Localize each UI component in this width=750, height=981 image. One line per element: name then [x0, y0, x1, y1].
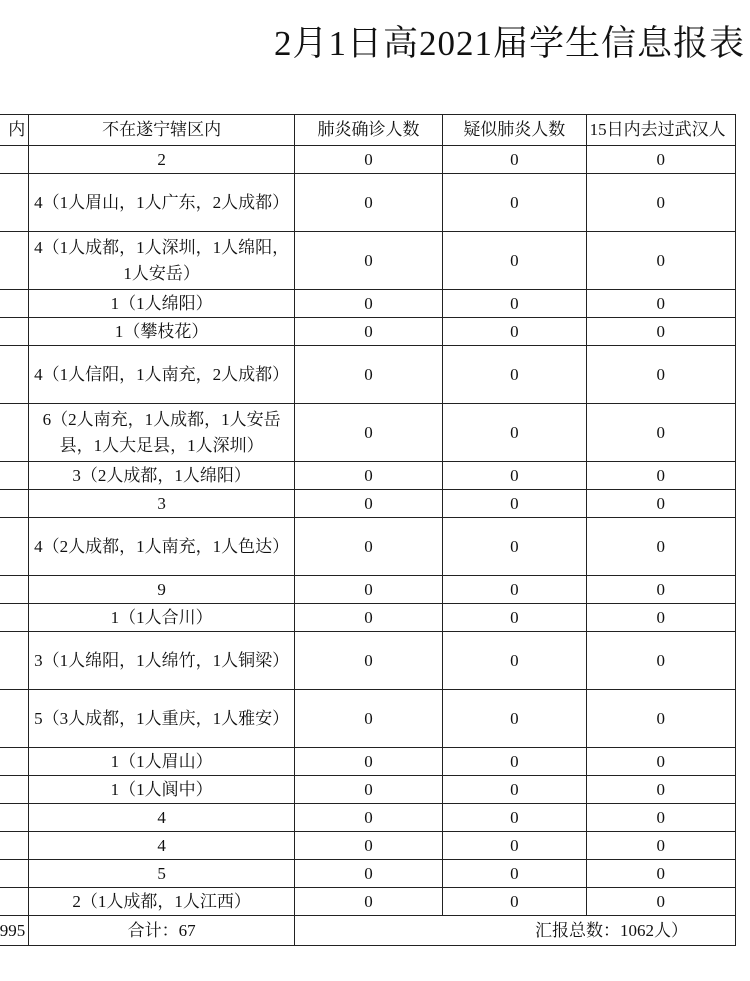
row-outside-suining: 2: [29, 146, 295, 174]
row-confirmed: 0: [294, 518, 442, 576]
row-confirmed: 0: [294, 860, 442, 888]
table-row: [0, 318, 736, 346]
row-confirmed: 0: [294, 490, 442, 518]
table-footer-row: [0, 916, 736, 946]
row-visited-wuhan: 0: [586, 888, 735, 916]
row-outside-suining: 3: [29, 490, 295, 518]
row-visited-wuhan: 0: [586, 290, 735, 318]
row-suspected: 0: [443, 174, 587, 232]
row-outside-suining: 1（攀枝花）: [29, 318, 295, 346]
row-local-count: [0, 804, 29, 832]
table-row: [0, 576, 736, 604]
table-row: [0, 346, 736, 404]
row-confirmed: 0: [294, 576, 442, 604]
table-row: [0, 604, 736, 632]
row-suspected: 0: [443, 804, 587, 832]
row-local-count: [0, 174, 29, 232]
row-confirmed: 0: [294, 690, 442, 748]
row-suspected: 0: [443, 604, 587, 632]
row-local-count: [0, 318, 29, 346]
row-outside-suining: 4: [29, 832, 295, 860]
row-confirmed: 0: [294, 404, 442, 462]
row-suspected: 0: [443, 632, 587, 690]
row-local-count: [0, 290, 29, 318]
table-body: [0, 146, 736, 916]
row-confirmed: 0: [294, 346, 442, 404]
row-outside-suining: 3（2人成都，1人绵阳）: [29, 462, 295, 490]
row-visited-wuhan: 0: [586, 346, 735, 404]
row-confirmed: 0: [294, 462, 442, 490]
header-local-count: 内: [0, 115, 29, 146]
table-row: [0, 146, 736, 174]
row-suspected: 0: [443, 290, 587, 318]
table-row: [0, 404, 736, 462]
row-visited-wuhan: 0: [586, 604, 735, 632]
row-outside-suining: 5: [29, 860, 295, 888]
row-visited-wuhan: 0: [586, 518, 735, 576]
student-info-table: [0, 114, 736, 946]
row-confirmed: 0: [294, 318, 442, 346]
row-local-count: [0, 632, 29, 690]
row-suspected: 0: [443, 576, 587, 604]
row-outside-suining: 4: [29, 804, 295, 832]
footer-outside-total: 合计：67: [29, 916, 295, 946]
row-outside-suining: 4（1人眉山，1人广东，2人成都）: [29, 174, 295, 232]
header-confirmed-pneumonia: 肺炎确诊人数: [294, 115, 442, 146]
row-outside-suining: 5（3人成都，1人重庆，1人雅安）: [29, 690, 295, 748]
table-row: [0, 490, 736, 518]
row-confirmed: 0: [294, 290, 442, 318]
row-confirmed: 0: [294, 146, 442, 174]
row-suspected: 0: [443, 404, 587, 462]
table-row: [0, 518, 736, 576]
row-local-count: [0, 232, 29, 290]
row-visited-wuhan: 0: [586, 860, 735, 888]
table-row: [0, 632, 736, 690]
row-local-count: [0, 604, 29, 632]
row-suspected: 0: [443, 518, 587, 576]
row-confirmed: 0: [294, 888, 442, 916]
row-outside-suining: 4（1人成都，1人深圳，1人绵阳，1人安岳）: [29, 232, 295, 290]
row-visited-wuhan: 0: [586, 490, 735, 518]
row-local-count: [0, 860, 29, 888]
row-outside-suining: 3（1人绵阳，1人绵竹，1人铜梁）: [29, 632, 295, 690]
row-visited-wuhan: 0: [586, 576, 735, 604]
row-visited-wuhan: 0: [586, 404, 735, 462]
row-local-count: [0, 146, 29, 174]
row-visited-wuhan: 0: [586, 146, 735, 174]
table-row: [0, 832, 736, 860]
row-suspected: 0: [443, 346, 587, 404]
table-row: [0, 888, 736, 916]
row-suspected: 0: [443, 232, 587, 290]
row-visited-wuhan: 0: [586, 462, 735, 490]
row-suspected: 0: [443, 690, 587, 748]
row-suspected: 0: [443, 146, 587, 174]
row-local-count: [0, 490, 29, 518]
table-row: [0, 690, 736, 748]
row-confirmed: 0: [294, 232, 442, 290]
row-local-count: [0, 576, 29, 604]
row-local-count: [0, 832, 29, 860]
row-local-count: [0, 462, 29, 490]
row-confirmed: 0: [294, 804, 442, 832]
row-outside-suining: 2（1人成都，1人江西）: [29, 888, 295, 916]
table-row: [0, 290, 736, 318]
row-outside-suining: 9: [29, 576, 295, 604]
table-row: [0, 174, 736, 232]
row-suspected: 0: [443, 318, 587, 346]
row-visited-wuhan: 0: [586, 832, 735, 860]
row-confirmed: 0: [294, 776, 442, 804]
table-row: [0, 748, 736, 776]
row-suspected: 0: [443, 748, 587, 776]
row-local-count: [0, 346, 29, 404]
row-visited-wuhan: 0: [586, 318, 735, 346]
table-row: [0, 776, 736, 804]
table-row: [0, 232, 736, 290]
row-local-count: [0, 748, 29, 776]
report-title: 2月1日高2021届学生信息报表: [273, 24, 745, 63]
row-suspected: 0: [443, 462, 587, 490]
row-outside-suining: 1（1人眉山）: [29, 748, 295, 776]
row-suspected: 0: [443, 860, 587, 888]
row-outside-suining: 4（2人成都，1人南充，1人色达）: [29, 518, 295, 576]
table-row: [0, 804, 736, 832]
row-local-count: [0, 518, 29, 576]
row-local-count: [0, 888, 29, 916]
row-confirmed: 0: [294, 174, 442, 232]
row-local-count: [0, 776, 29, 804]
row-suspected: 0: [443, 888, 587, 916]
row-suspected: 0: [443, 776, 587, 804]
table-header-row: [0, 115, 736, 146]
table-row: [0, 462, 736, 490]
footer-left-total: 995: [0, 916, 29, 946]
header-outside-suining: 不在遂宁辖区内: [29, 115, 295, 146]
row-suspected: 0: [443, 490, 587, 518]
row-confirmed: 0: [294, 748, 442, 776]
row-local-count: [0, 690, 29, 748]
row-visited-wuhan: 0: [586, 174, 735, 232]
row-visited-wuhan: 0: [586, 232, 735, 290]
row-confirmed: 0: [294, 632, 442, 690]
row-local-count: [0, 404, 29, 462]
row-outside-suining: 1（1人合川）: [29, 604, 295, 632]
header-suspected-pneumonia: 疑似肺炎人数: [443, 115, 587, 146]
row-visited-wuhan: 0: [586, 804, 735, 832]
row-outside-suining: 6（2人南充，1人成都，1人安岳县，1人大足县，1人深圳）: [29, 404, 295, 462]
row-visited-wuhan: 0: [586, 748, 735, 776]
table-row: [0, 860, 736, 888]
row-suspected: 0: [443, 832, 587, 860]
footer-report-total: 汇报总数：1062人）: [294, 916, 735, 946]
row-confirmed: 0: [294, 604, 442, 632]
row-confirmed: 0: [294, 832, 442, 860]
row-visited-wuhan: 0: [586, 632, 735, 690]
row-visited-wuhan: 0: [586, 690, 735, 748]
row-outside-suining: 1（1人绵阳）: [29, 290, 295, 318]
row-visited-wuhan: 0: [586, 776, 735, 804]
row-outside-suining: 1（1人阆中）: [29, 776, 295, 804]
header-visited-wuhan: 15日内去过武汉人: [586, 115, 735, 146]
row-outside-suining: 4（1人信阳，1人南充，2人成都）: [29, 346, 295, 404]
